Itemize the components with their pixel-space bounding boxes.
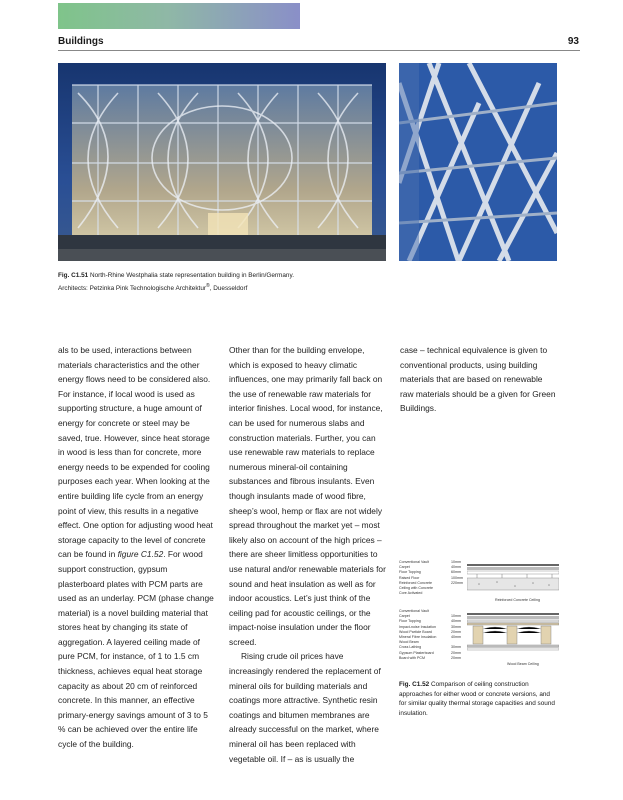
page-number: 93 bbox=[567, 36, 579, 47]
wood-diagram-caption: Wood Beam Ceiling bbox=[507, 662, 539, 666]
body-column-1 bbox=[58, 343, 216, 752]
concrete-layer-names: Conventional Vault Carpet Floor Topping Raised Floor Reinforced Concrete Ceiling with Concrete Core Activated bbox=[399, 560, 433, 596]
running-header-title: Buildings bbox=[58, 36, 104, 47]
figure-c151-city: , Duesseldorf bbox=[209, 285, 248, 293]
building-facade-photo bbox=[58, 63, 386, 261]
section-color-tab bbox=[58, 3, 300, 29]
concrete-section-drawing bbox=[467, 562, 559, 594]
figure-c151-text: North-Rhine Westphalia state representation building in Berlin/Germany. bbox=[89, 272, 294, 279]
concrete-layer-thicknesses: 10mm 40mm 60mm 100mm 220mm bbox=[451, 560, 463, 585]
concrete-ceiling-diagram bbox=[399, 560, 559, 608]
figure-c152-label: Fig. C1.52 bbox=[399, 681, 430, 688]
registered-mark: ® bbox=[206, 283, 210, 289]
figure-c152-caption bbox=[399, 680, 559, 718]
col2-paragraph-1: Other than for the building envelope, which is exposed to heavy climatic influences, one may primarily fall back on the use of renewable raw materials for interior finishes. Local wood, for instance, can be used for numerous slabs and construction materials. Further, you can use renewable raw materials to replace numerous mineral-oil containing substances and fibrous insulants. Even though insulants made of wood fibre, sheep’s wool, hemp or flax are not widely spread throughout the market yet – most likely also on account of the high prices – there are sheer limitless opportunities to use natural and/or renewable materials for sound and heat insulation as well as for indoor acoustics. Let’s just think of the ceiling pad for acoustic ceilings, or the impact-noise insulation under the floor screed. bbox=[229, 345, 386, 647]
figure-reference-link[interactable]: figure C1.52 bbox=[117, 549, 164, 560]
figure-c152-text: Comparison of ceiling construction approaches for either wood or concrete versions, and for similar quality thermal storage capacities and sound insulation. bbox=[399, 681, 555, 717]
facade-detail-photo bbox=[399, 63, 557, 261]
col1-text-a: als to be used, interactions between materials characteristics and the other energy flows need to be considered also. For instance, if local wood is used as supporting structure, a huge amount of energy for concrete or steel may be saved, true. However, since heat storage in wood is less than for concrete, more energy needs to be expended for cooling purposes each year. When looking at the entire building life cycle from an energy point of view, this results in a negative effect. One option for adjusting wood heat storage capacity to the level of concrete can be found in bbox=[58, 345, 213, 560]
figure-c151-architects: Architects: Petzinka Pink Technologische Architektur bbox=[58, 285, 207, 293]
col3-paragraph-1: case – technical equivalence is given to conventional products, using building materials that are based on renewable raw materials should be a given for Green Buildings. bbox=[400, 345, 556, 414]
col2-paragraph-2: Rising crude oil prices have increasingly rendered the replacement of mineral oils for building materials and coatings more attractive. Synthetic resin coatings and bitumen membranes are already successful on the market, where mineral oil has been replaced with vegetable oil. If – as is usually the bbox=[229, 651, 381, 764]
figure-c151-caption bbox=[58, 271, 388, 294]
wood-layer-names: Conventional Vault Carpet Floor Topping Impact-noise Insulation Wood Particle Board Mineral Fibre Insulation Wood Beam Cross Lathing Gypsum Plasterboard Board with PCM bbox=[399, 609, 437, 660]
figure-c151-label: Fig. C1.51 bbox=[58, 272, 89, 279]
wood-section-drawing bbox=[467, 611, 559, 657]
col1-text-b: . For wood support construction, gypsum plasterboard plates with PCM parts are used as an underlay. PCM (phase change material) is a novel building material that stores heat by changing its state of aggregation. A layered ceiling made of pure PCM, for instance, of 1 to 1.5 cm thickness, achieves equal heat storage capacity as about 20 cm of reinforced concrete. In this manner, an effective primary-energy savings amount of 3 to 5 % can be achieved over the entire life cycle of the building. bbox=[58, 549, 214, 750]
concrete-diagram-caption: Reinforced Concrete Ceiling bbox=[495, 598, 540, 602]
wood-ceiling-diagram bbox=[399, 609, 559, 669]
wood-layer-thicknesses: 10mm 40mm 30mm 20mm 40mm 30mm 20mm 20mm bbox=[451, 614, 461, 660]
header-divider bbox=[58, 50, 580, 51]
body-column-3 bbox=[400, 343, 558, 416]
body-column-2 bbox=[229, 343, 387, 766]
